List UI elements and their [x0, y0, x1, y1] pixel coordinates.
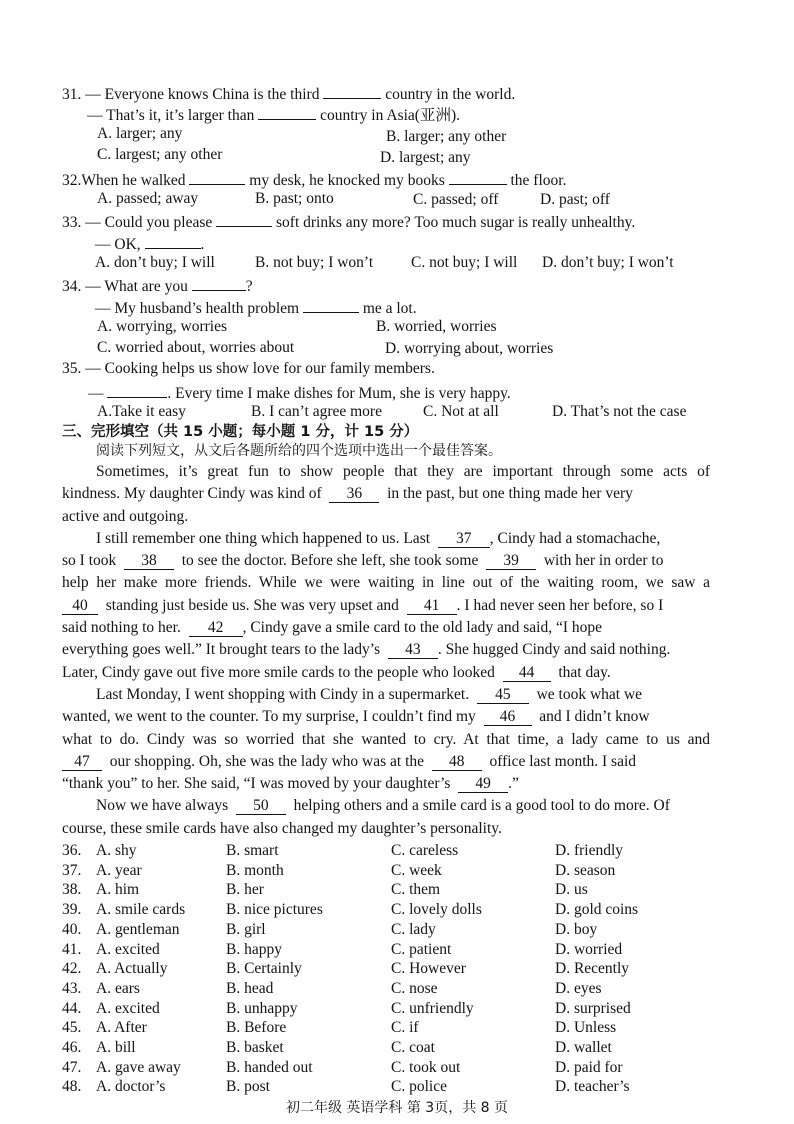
option-a: A. year	[96, 861, 142, 879]
option-c: C. passed; off	[413, 191, 499, 208]
option-b: B. month	[226, 861, 284, 879]
question-number: 41.	[62, 940, 82, 958]
cloze-blank: 47	[62, 753, 102, 771]
question-text: country in the world.	[385, 86, 516, 103]
option-d: D. eyes	[555, 979, 602, 997]
option-c: C. lovely dolls	[391, 901, 482, 919]
passage-text: in the past, but one thing made her very	[387, 485, 633, 503]
passage-line	[62, 483, 710, 505]
passage-text: , Cindy had a stomachache,	[489, 529, 661, 547]
option-c: C. nose	[391, 979, 438, 997]
option-d: D. season	[555, 861, 616, 879]
answer-blank	[192, 274, 246, 291]
question-text: — Could you please	[85, 214, 213, 231]
option-c: C. them	[391, 881, 441, 899]
answer-blank	[258, 103, 316, 120]
option-c: C. took out	[391, 1058, 461, 1076]
option-d: D. Recently	[555, 960, 630, 978]
cloze-blank: 41	[407, 597, 457, 615]
option-c: C. Not at all	[423, 403, 499, 420]
cloze-blank: 38	[124, 552, 174, 570]
question-text: — OK,	[95, 236, 141, 253]
answer-blank	[449, 168, 507, 185]
cloze-blank: 48	[432, 753, 482, 771]
question-number: 34.	[62, 278, 82, 295]
option-d: D. teacher’s	[555, 1078, 630, 1096]
option-c: C. if	[391, 1019, 419, 1037]
question-number: 31.	[62, 86, 82, 103]
option-d: D. surprised	[555, 999, 631, 1017]
cloze-blank: 36	[329, 485, 379, 503]
option-a: A. gentleman	[96, 920, 180, 938]
passage-line	[62, 706, 710, 728]
cloze-blank: 49	[458, 775, 508, 793]
question-31-line1	[62, 82, 515, 105]
question-number: 32.	[62, 172, 82, 189]
question-text: — Cooking helps us show love for our family members.	[85, 360, 435, 377]
question-number: 35.	[62, 360, 82, 377]
passage-text: our shopping. Oh, she was the lady who was at the	[109, 752, 425, 770]
option-b: B. I can’t agree more	[251, 403, 382, 420]
option-c: C. unfriendly	[391, 999, 474, 1017]
passage-text: wanted, we went to the counter. To my surprise, I couldn’t find my	[62, 708, 476, 726]
question-text: ?	[245, 278, 253, 295]
passage-line	[62, 795, 710, 817]
option-d: D. us	[555, 881, 588, 899]
passage-text: to see the doctor. Before she left, she took some	[181, 552, 479, 570]
option-b: B. post	[226, 1078, 270, 1096]
option-d: D. friendly	[555, 842, 624, 859]
cloze-blank: 42	[189, 619, 243, 637]
section-title: 三、完形填空（共 15 小题；每小题 1 分，计 15 分）	[62, 424, 419, 440]
option-b: B. happy	[226, 940, 282, 958]
option-a: A. larger; any	[97, 125, 183, 142]
question-number: 48.	[62, 1078, 82, 1096]
question-text: — That’s it, it’s larger than	[87, 107, 255, 124]
option-d: D. largest; any	[380, 149, 471, 166]
passage-text: Later, Cindy gave out five more smile cards to the people who looked	[62, 663, 495, 681]
option-b: B. her	[226, 881, 264, 899]
cloze-blank: 39	[486, 552, 536, 570]
option-a: A. doctor’s	[96, 1078, 166, 1096]
option-d: D. That’s not the case	[552, 403, 687, 420]
passage-text: and I didn’t know	[539, 708, 650, 726]
option-a: A. excited	[96, 999, 160, 1017]
option-b: B. nice pictures	[226, 901, 323, 919]
passage-line	[62, 617, 710, 639]
passage-line	[62, 662, 710, 684]
option-b: B. Certainly	[226, 960, 302, 978]
passage-line	[62, 773, 710, 795]
option-b: B. Before	[226, 1019, 287, 1037]
passage-text: Last Monday, I went shopping with Cindy in a supermarket.	[96, 685, 470, 703]
passage-text: we took what we	[536, 685, 643, 703]
option-c: C. careless	[391, 842, 459, 859]
question-33-line2	[95, 232, 204, 255]
passage-line	[62, 595, 710, 617]
question-text: soft drinks any more? Too much sugar is really unhealthy.	[276, 214, 636, 231]
passage-line: what to do. Cindy was so worried that she wanted to cry. At that time, a lady came to us and	[62, 730, 710, 748]
question-number: 47.	[62, 1058, 82, 1076]
cloze-blank: 37	[438, 530, 490, 548]
question-31-line2	[87, 103, 460, 126]
question-text: — Everyone knows China is the third	[85, 86, 320, 103]
cloze-blank: 43	[388, 641, 438, 659]
answer-blank	[107, 381, 167, 398]
option-d: D. wallet	[555, 1039, 612, 1056]
passage-line	[62, 751, 710, 773]
passage-text: kindness. My daughter Cindy was kind of	[62, 485, 322, 503]
option-b: B. smart	[226, 842, 279, 859]
option-c: C. largest; any other	[97, 146, 223, 163]
passage-text: Now we have always	[96, 797, 229, 815]
cloze-blank: 44	[503, 664, 551, 682]
question-number: 42.	[62, 960, 82, 978]
option-d: D. Unless	[555, 1019, 617, 1037]
option-c: C. coat	[391, 1039, 435, 1056]
option-a: A. After	[96, 1019, 147, 1037]
option-c: C. not buy; I will	[411, 254, 518, 271]
passage-text: “thank you” to her. She said, “I was moved by your daughter’s	[62, 775, 451, 793]
question-text: country in Asia(亚洲).	[320, 107, 460, 124]
cloze-blank: 46	[484, 708, 532, 726]
option-c: C. However	[391, 960, 466, 978]
section-instruction: 阅读下列短文，从文后各题所给的四个选项中选出一个最佳答案。	[96, 443, 502, 459]
option-c: C. patient	[391, 940, 452, 958]
option-b: B. handed out	[226, 1058, 313, 1076]
option-a: A. don’t buy; I will	[95, 254, 215, 271]
passage-line: Sometimes, it’s great fun to show people that they are important through some acts of	[96, 463, 710, 480]
option-d: D. gold coins	[555, 901, 639, 919]
question-text: my desk, he knocked my books	[249, 172, 445, 189]
option-b: B. unhappy	[226, 999, 298, 1017]
answer-blank	[323, 82, 381, 99]
passage-line: active and outgoing.	[62, 507, 189, 525]
option-a: A.Take it easy	[97, 403, 186, 420]
question-text: When he walked	[81, 172, 186, 189]
question-35-line1	[62, 359, 435, 379]
question-text: me a lot.	[362, 300, 417, 317]
option-b: B. basket	[226, 1039, 284, 1056]
question-34-line1	[62, 274, 253, 297]
passage-text: , Cindy gave a smile card to the old lady and said, “I hope	[242, 619, 602, 637]
passage-line: help her make more friends. While we were waiting in line out of the waiting room, we saw a	[62, 574, 710, 592]
option-a: A. bill	[96, 1039, 136, 1056]
option-a: A. passed; away	[97, 190, 199, 207]
option-c: C. lady	[391, 920, 436, 938]
question-number: 39.	[62, 901, 82, 919]
passage-text: everything goes well.” It brought tears to the lady’s	[62, 641, 381, 659]
page-footer: 初二年级 英语学科 第 3页，共 8 页	[285, 1100, 509, 1116]
option-b: B. girl	[226, 920, 266, 938]
option-d: D. don’t buy; I won’t	[542, 254, 674, 271]
question-number: 33.	[62, 214, 82, 231]
passage-text: with her in order to	[543, 552, 664, 570]
option-b: B. larger; any other	[386, 128, 507, 145]
passage-text: I still remember one thing which happened to us. Last	[96, 529, 431, 547]
option-a: A. Actually	[96, 960, 168, 978]
question-number: 43.	[62, 979, 82, 997]
passage-line: course, these smile cards have also changed my daughter’s personality.	[62, 819, 502, 837]
passage-text: .”	[508, 775, 519, 793]
question-number: 40.	[62, 920, 82, 938]
passage-text: office last month. I said	[489, 752, 637, 770]
answer-blank	[303, 296, 359, 313]
option-a: A. excited	[96, 940, 160, 958]
option-a: A. ears	[96, 979, 140, 997]
option-d: D. paid for	[555, 1058, 623, 1076]
option-c: C. week	[391, 861, 442, 879]
question-34-line2	[95, 296, 417, 319]
option-c: C. police	[391, 1078, 447, 1096]
passage-line	[62, 528, 710, 550]
question-number: 38.	[62, 881, 82, 899]
cloze-passage	[62, 461, 710, 840]
question-number: 45.	[62, 1019, 82, 1037]
option-a: A. worrying, worries	[97, 318, 228, 335]
passage-text: standing just beside us. She was very upset and	[105, 596, 399, 614]
passage-text: said nothing to her.	[62, 619, 181, 637]
answer-blank	[189, 168, 245, 185]
question-number: 44.	[62, 999, 82, 1017]
option-b: B. past; onto	[255, 190, 334, 207]
question-text: — What are you	[85, 278, 188, 295]
option-a: A. gave away	[96, 1058, 181, 1076]
option-a: A. smile cards	[96, 901, 186, 919]
question-text: . Every time I make dishes for Mum, she is very happy.	[167, 385, 511, 402]
question-35-line2	[88, 381, 511, 404]
cloze-blank: 50	[236, 797, 286, 815]
question-text: the floor.	[510, 172, 567, 189]
option-a: A. him	[96, 881, 140, 899]
passage-text: that day.	[558, 663, 611, 681]
passage-text: so I took	[62, 552, 117, 570]
passage-text: . I had never seen her before, so I	[456, 596, 664, 614]
option-d: D. boy	[555, 920, 598, 938]
option-d: D. worrying about, worries	[385, 340, 554, 357]
option-a: A. shy	[96, 842, 137, 859]
question-text: —	[88, 385, 104, 402]
passage-line	[62, 684, 710, 706]
cloze-blank: 45	[477, 686, 529, 704]
passage-text: . She hugged Cindy and said nothing.	[437, 641, 671, 659]
question-number: 37.	[62, 861, 82, 879]
answer-blank	[145, 232, 201, 249]
passage-line	[62, 639, 710, 661]
option-c: C. worried about, worries about	[97, 339, 295, 356]
option-d: D. worried	[555, 940, 623, 958]
option-b: B. not buy; I won’t	[255, 254, 374, 271]
question-number: 46.	[62, 1039, 82, 1056]
option-b: B. head	[226, 979, 274, 997]
passage-text: helping others and a smile card is a good tool to do more. Of	[293, 797, 670, 815]
passage-line	[62, 550, 710, 572]
question-text: — My husband’s health problem	[95, 300, 300, 317]
question-number: 36.	[62, 842, 82, 859]
question-33-line1	[62, 210, 635, 233]
option-b: B. worried, worries	[376, 318, 497, 335]
question-32-line1	[62, 168, 566, 191]
question-text: .	[200, 236, 205, 253]
option-d: D. past; off	[540, 191, 610, 208]
answer-blank	[216, 210, 272, 227]
cloze-blank: 40	[62, 597, 98, 615]
